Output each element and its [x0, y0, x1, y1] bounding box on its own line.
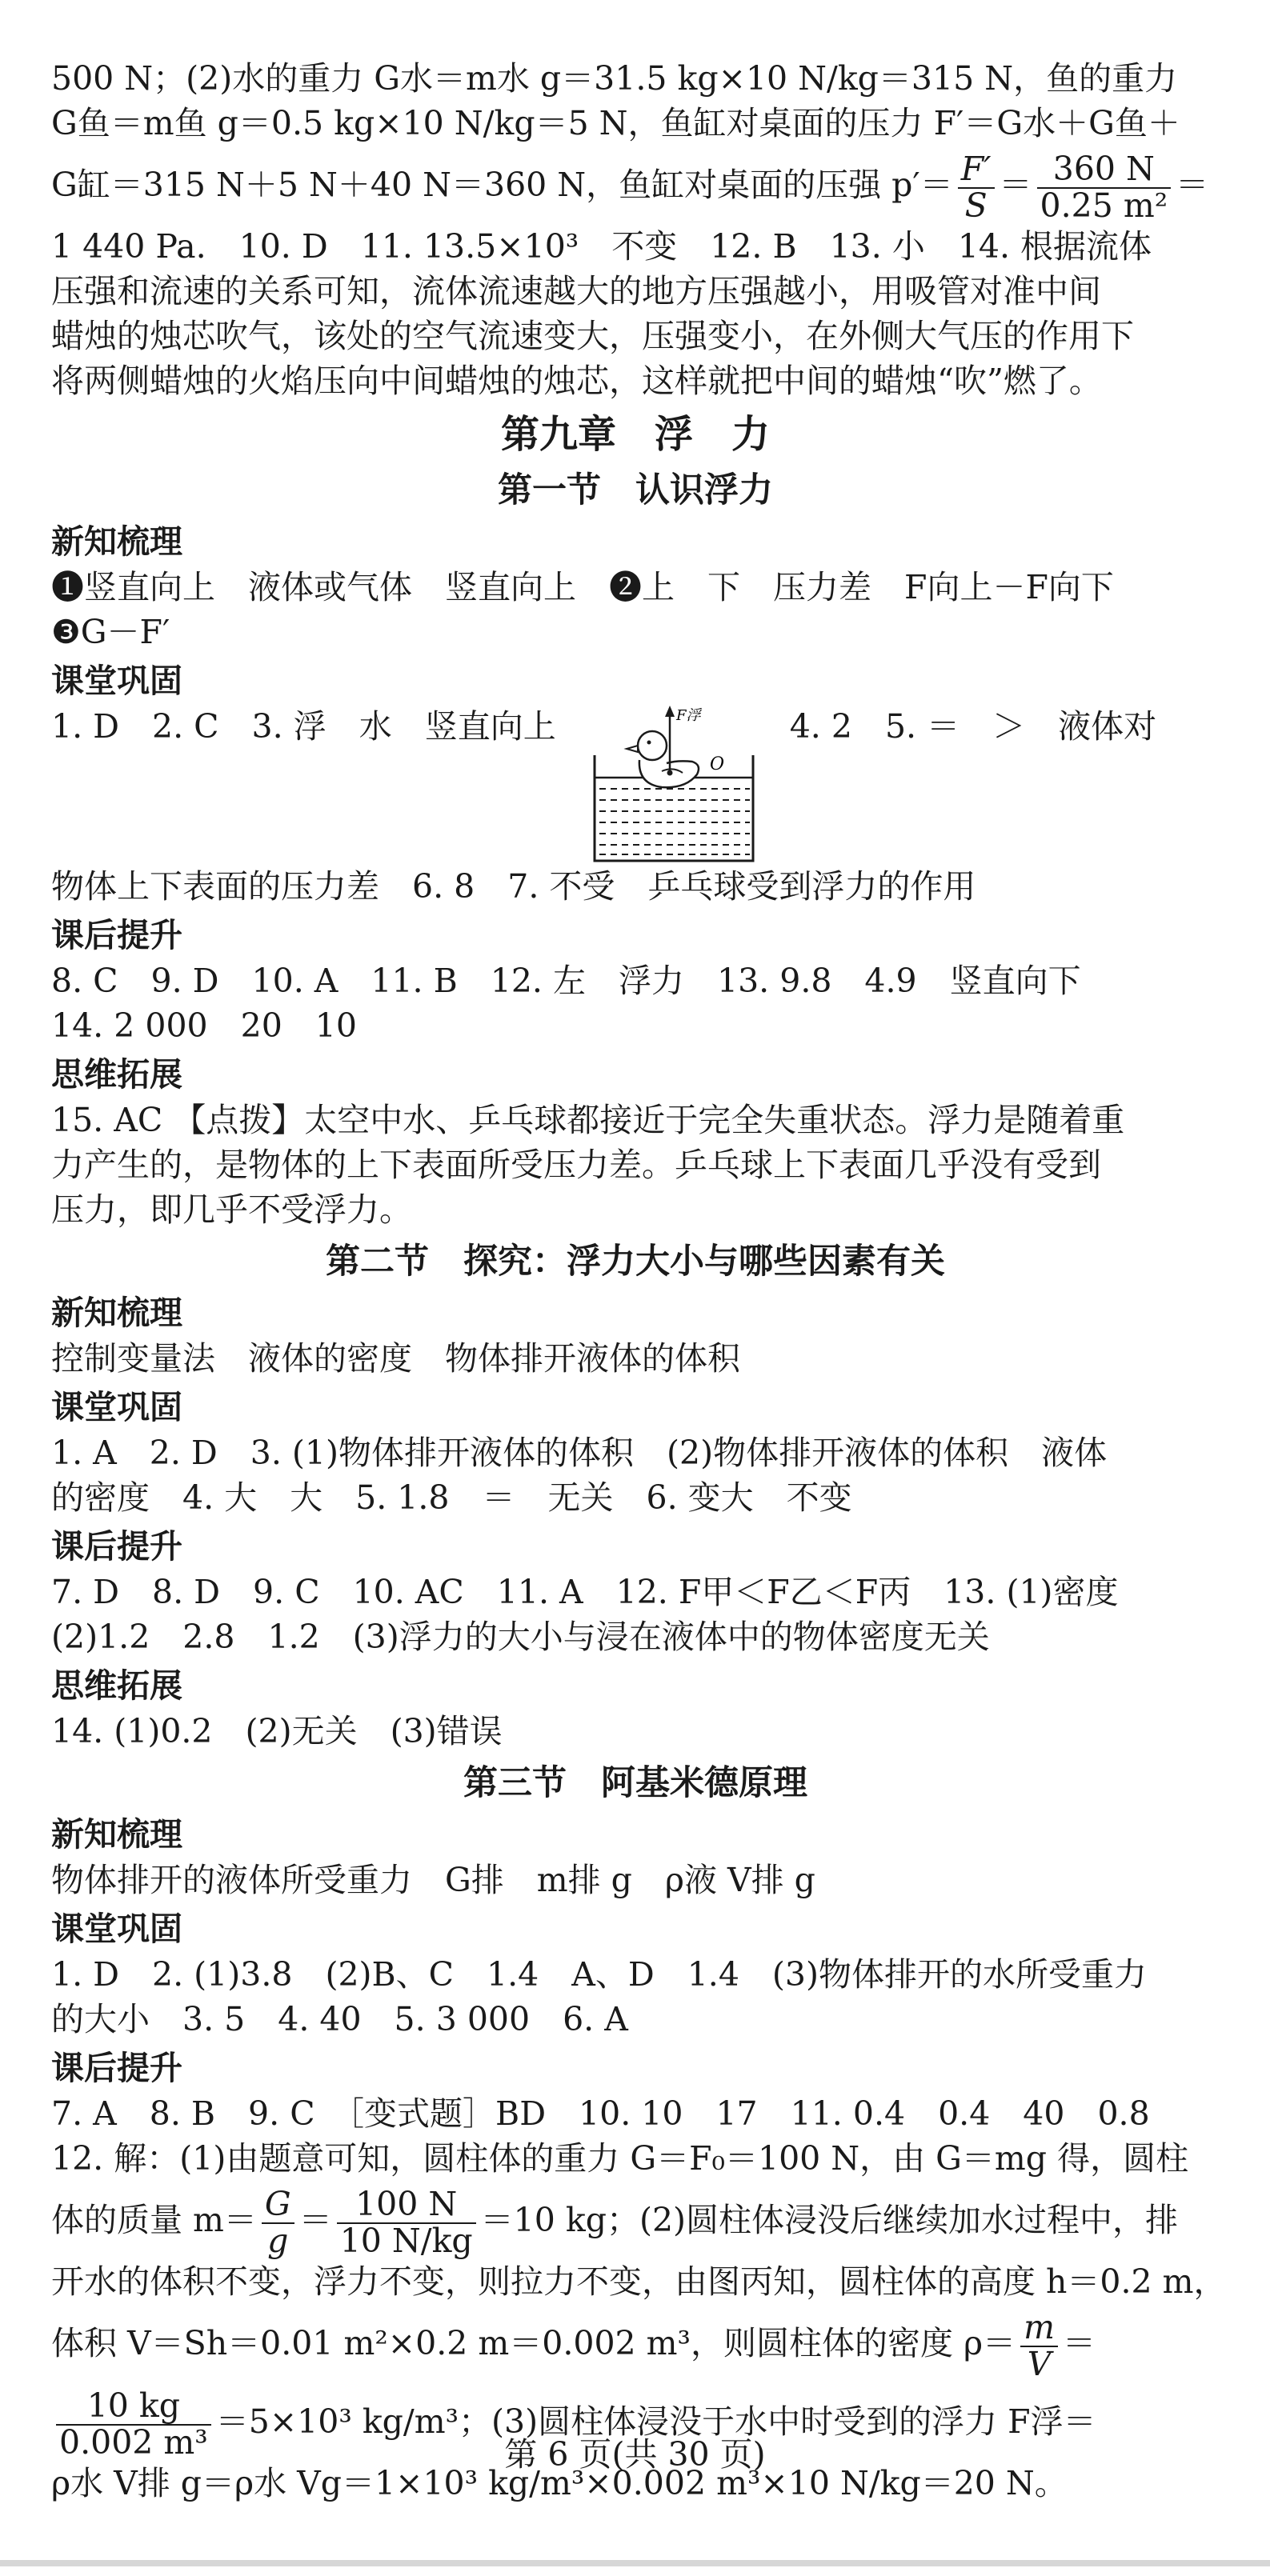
text-line: 1. A 2. D 3. (1)物体排开液体的体积 (2)物体排开液体的体积 液体 [51, 1434, 1108, 1472]
text-line-with-fractions [51, 2304, 1220, 2382]
text-line: 500 N；(2)水的重力 G水＝m水 g＝31.5 kg×10 N/kg＝315 N，鱼的重力 [51, 59, 1178, 98]
numerator: m [1020, 2310, 1058, 2346]
subheading: 课后提升 [51, 916, 182, 954]
subheading: 课堂巩固 [51, 1910, 182, 1948]
text-line: 物体排开的液体所受重力 G排 m排 g ρ液 V排 g [51, 1861, 815, 1899]
text-line-with-fractions [51, 146, 1220, 224]
subheading: 思维拓展 [51, 1666, 182, 1705]
text-segment: 体的质量 m＝ [51, 2201, 257, 2239]
text-segment: ＝ [1063, 2324, 1096, 2362]
text-line: 压力，即几乎不受浮力。 [51, 1190, 412, 1229]
text-segment: ＝ [1176, 166, 1209, 204]
denominator: S [964, 186, 988, 225]
text-line: 控制变量法 液体的密度 物体排开液体的体积 [51, 1339, 740, 1378]
answer-row-with-figure [51, 704, 1220, 864]
text-line-with-fractions [51, 2181, 1220, 2259]
denominator: V [1027, 2344, 1052, 2383]
text-line: 压强和流速的关系可知，流体流速越大的地方压强越小，用吸管对准中间 [51, 272, 1101, 310]
text-line: 物体上下表面的压力差 6. 8 7. 不受 乒乓球受到浮力的作用 [51, 867, 976, 906]
numerator: F′ [958, 152, 995, 188]
text-line: 7. A 8. B 9. C ［变式题］BD 10. 10 17 11. 0.4 0.4 40 0.8 [51, 2094, 1150, 2133]
fraction-value [337, 2187, 476, 2258]
denominator: g [267, 2221, 289, 2260]
section-title: 第一节 认识浮力 [498, 470, 773, 510]
text-line: 15. AC 【点拨】太空中水、乒乓球都接近于完全失重状态。浮力是随着重 [51, 1101, 1125, 1139]
denominator: 0.002 m³ [59, 2422, 208, 2462]
text-line: 开水的体积不变，浮力不变，则拉力不变，由图丙知，圆柱体的高度 h＝0.2 m， [51, 2262, 1227, 2301]
subheading: 新知梳理 [51, 522, 182, 561]
subheading: 课堂巩固 [51, 1388, 182, 1426]
text-line: 12. 解：(1)由题意可知，圆柱体的重力 G＝F₀＝100 N，由 G＝mg 得，圆柱 [51, 2139, 1189, 2178]
text-line: ❸G－F′ [51, 613, 170, 651]
denominator: 0.25 m² [1040, 186, 1168, 225]
text-line: 14. (1)0.2 (2)无关 (3)错误 [51, 1712, 503, 1750]
section-title: 第二节 探究：浮力大小与哪些因素有关 [326, 1242, 945, 1282]
fraction-mass [262, 2187, 294, 2258]
force-label: F浮 [675, 707, 701, 724]
text-line: 蜡烛的烛芯吹气，该处的空气流速变大，压强变小，在外侧大气压的作用下 [51, 317, 1134, 355]
numerator: 100 N [337, 2187, 476, 2223]
text-line: 14. 2 000 20 10 [51, 1006, 357, 1045]
answer-page [51, 56, 1227, 2506]
subheading: 新知梳理 [51, 1294, 182, 1332]
text-line: 的大小 3. 5 4. 40 5. 3 000 6. A [51, 2000, 628, 2038]
chapter-title: 第九章 浮 力 [500, 412, 770, 457]
numerator: 360 N [1037, 152, 1172, 188]
bottom-divider [0, 2560, 1270, 2566]
text-line: 7. D 8. D 9. C 10. AC 11. A 12. F甲＜F乙＜F丙 13. (1)密度 [51, 1573, 1119, 1611]
subheading: 课后提升 [51, 2049, 182, 2087]
section-title: 第三节 阿基米德原理 [463, 1763, 807, 1803]
text-segment: 体积 V＝Sh＝0.01 m²×0.2 m＝0.002 m³，则圆柱体的密度 ρ＝ [51, 2324, 1016, 2362]
subheading: 课后提升 [51, 1527, 182, 1566]
numerator: 10 kg [56, 2389, 211, 2425]
fraction-pressure [958, 150, 995, 225]
text-segment: ＝ [298, 2201, 332, 2239]
text-segment: 1. D 2. C 3. 浮 水 竖直向上 [51, 707, 556, 746]
text-segment: ＝ [999, 166, 1032, 204]
text-line: (2)1.2 2.8 1.2 (3)浮力的大小与浸在液体中的物体密度无关 [51, 1618, 990, 1656]
duck-buoyancy-figure [590, 704, 758, 864]
text-line: 1 440 Pa. 10. D 11. 13.5×10³ 不变 12. B 13. 小 14. 根据流体 [51, 227, 1152, 266]
fraction-density [1020, 2310, 1058, 2381]
text-segment: ＝10 kg；(2)圆柱体浸没后继续加水过程中，排 [480, 2201, 1179, 2239]
subheading: 课堂巩固 [51, 662, 182, 700]
text-line: 的密度 4. 大 大 5. 1.8 ＝ 无关 6. 变大 不变 [51, 1478, 852, 1517]
subheading: 思维拓展 [51, 1055, 182, 1094]
point-label: O [709, 754, 724, 774]
text-line: 8. C 9. D 10. A 11. B 12. 左 浮力 13. 9.8 4.9 竖直向下 [51, 962, 1081, 1000]
text-line: ρ水 V排 g＝ρ水 Vg＝1×10³ kg/m³×0.002 m³×10 N/kg＝20 N。 [51, 2464, 1068, 2502]
text-line: 1. D 2. (1)3.8 (2)B、C 1.4 A、D 1.4 (3)物体排开的水所受重力 [51, 1955, 1147, 1994]
numerator: G [262, 2187, 294, 2223]
denominator: 10 N/kg [339, 2221, 473, 2260]
fraction-value [1037, 150, 1172, 225]
text-segment: G缸＝315 N＋5 N＋40 N＝360 N，鱼缸对桌面的压强 p′＝ [51, 166, 953, 204]
page-number: 第 6 页(共 30 页) [504, 2435, 766, 2474]
text-segment: ＝5×10³ kg/m³；(3)圆柱体浸没于水中时受到的浮力 F浮＝ [215, 2402, 1096, 2441]
text-segment: 4. 2 5. ＝ ＞ 液体对 [789, 707, 1157, 746]
text-line: G鱼＝m鱼 g＝0.5 kg×10 N/kg＝5 N，鱼缸对桌面的压力 F′＝G水＋G鱼＋ [51, 104, 1180, 142]
text-line: 力产生的，是物体的上下表面所受压力差。乒乓球上下表面几乎没有受到 [51, 1146, 1101, 1184]
text-line: ❶竖直向上 液体或气体 竖直向上 ❷上 下 压力差 F向上－F向下 [51, 568, 1114, 606]
text-line: 将两侧蜡烛的火焰压向中间蜡烛的烛芯，这样就把中间的蜡烛“吹”燃了。 [51, 362, 1102, 400]
subheading: 新知梳理 [51, 1815, 182, 1854]
